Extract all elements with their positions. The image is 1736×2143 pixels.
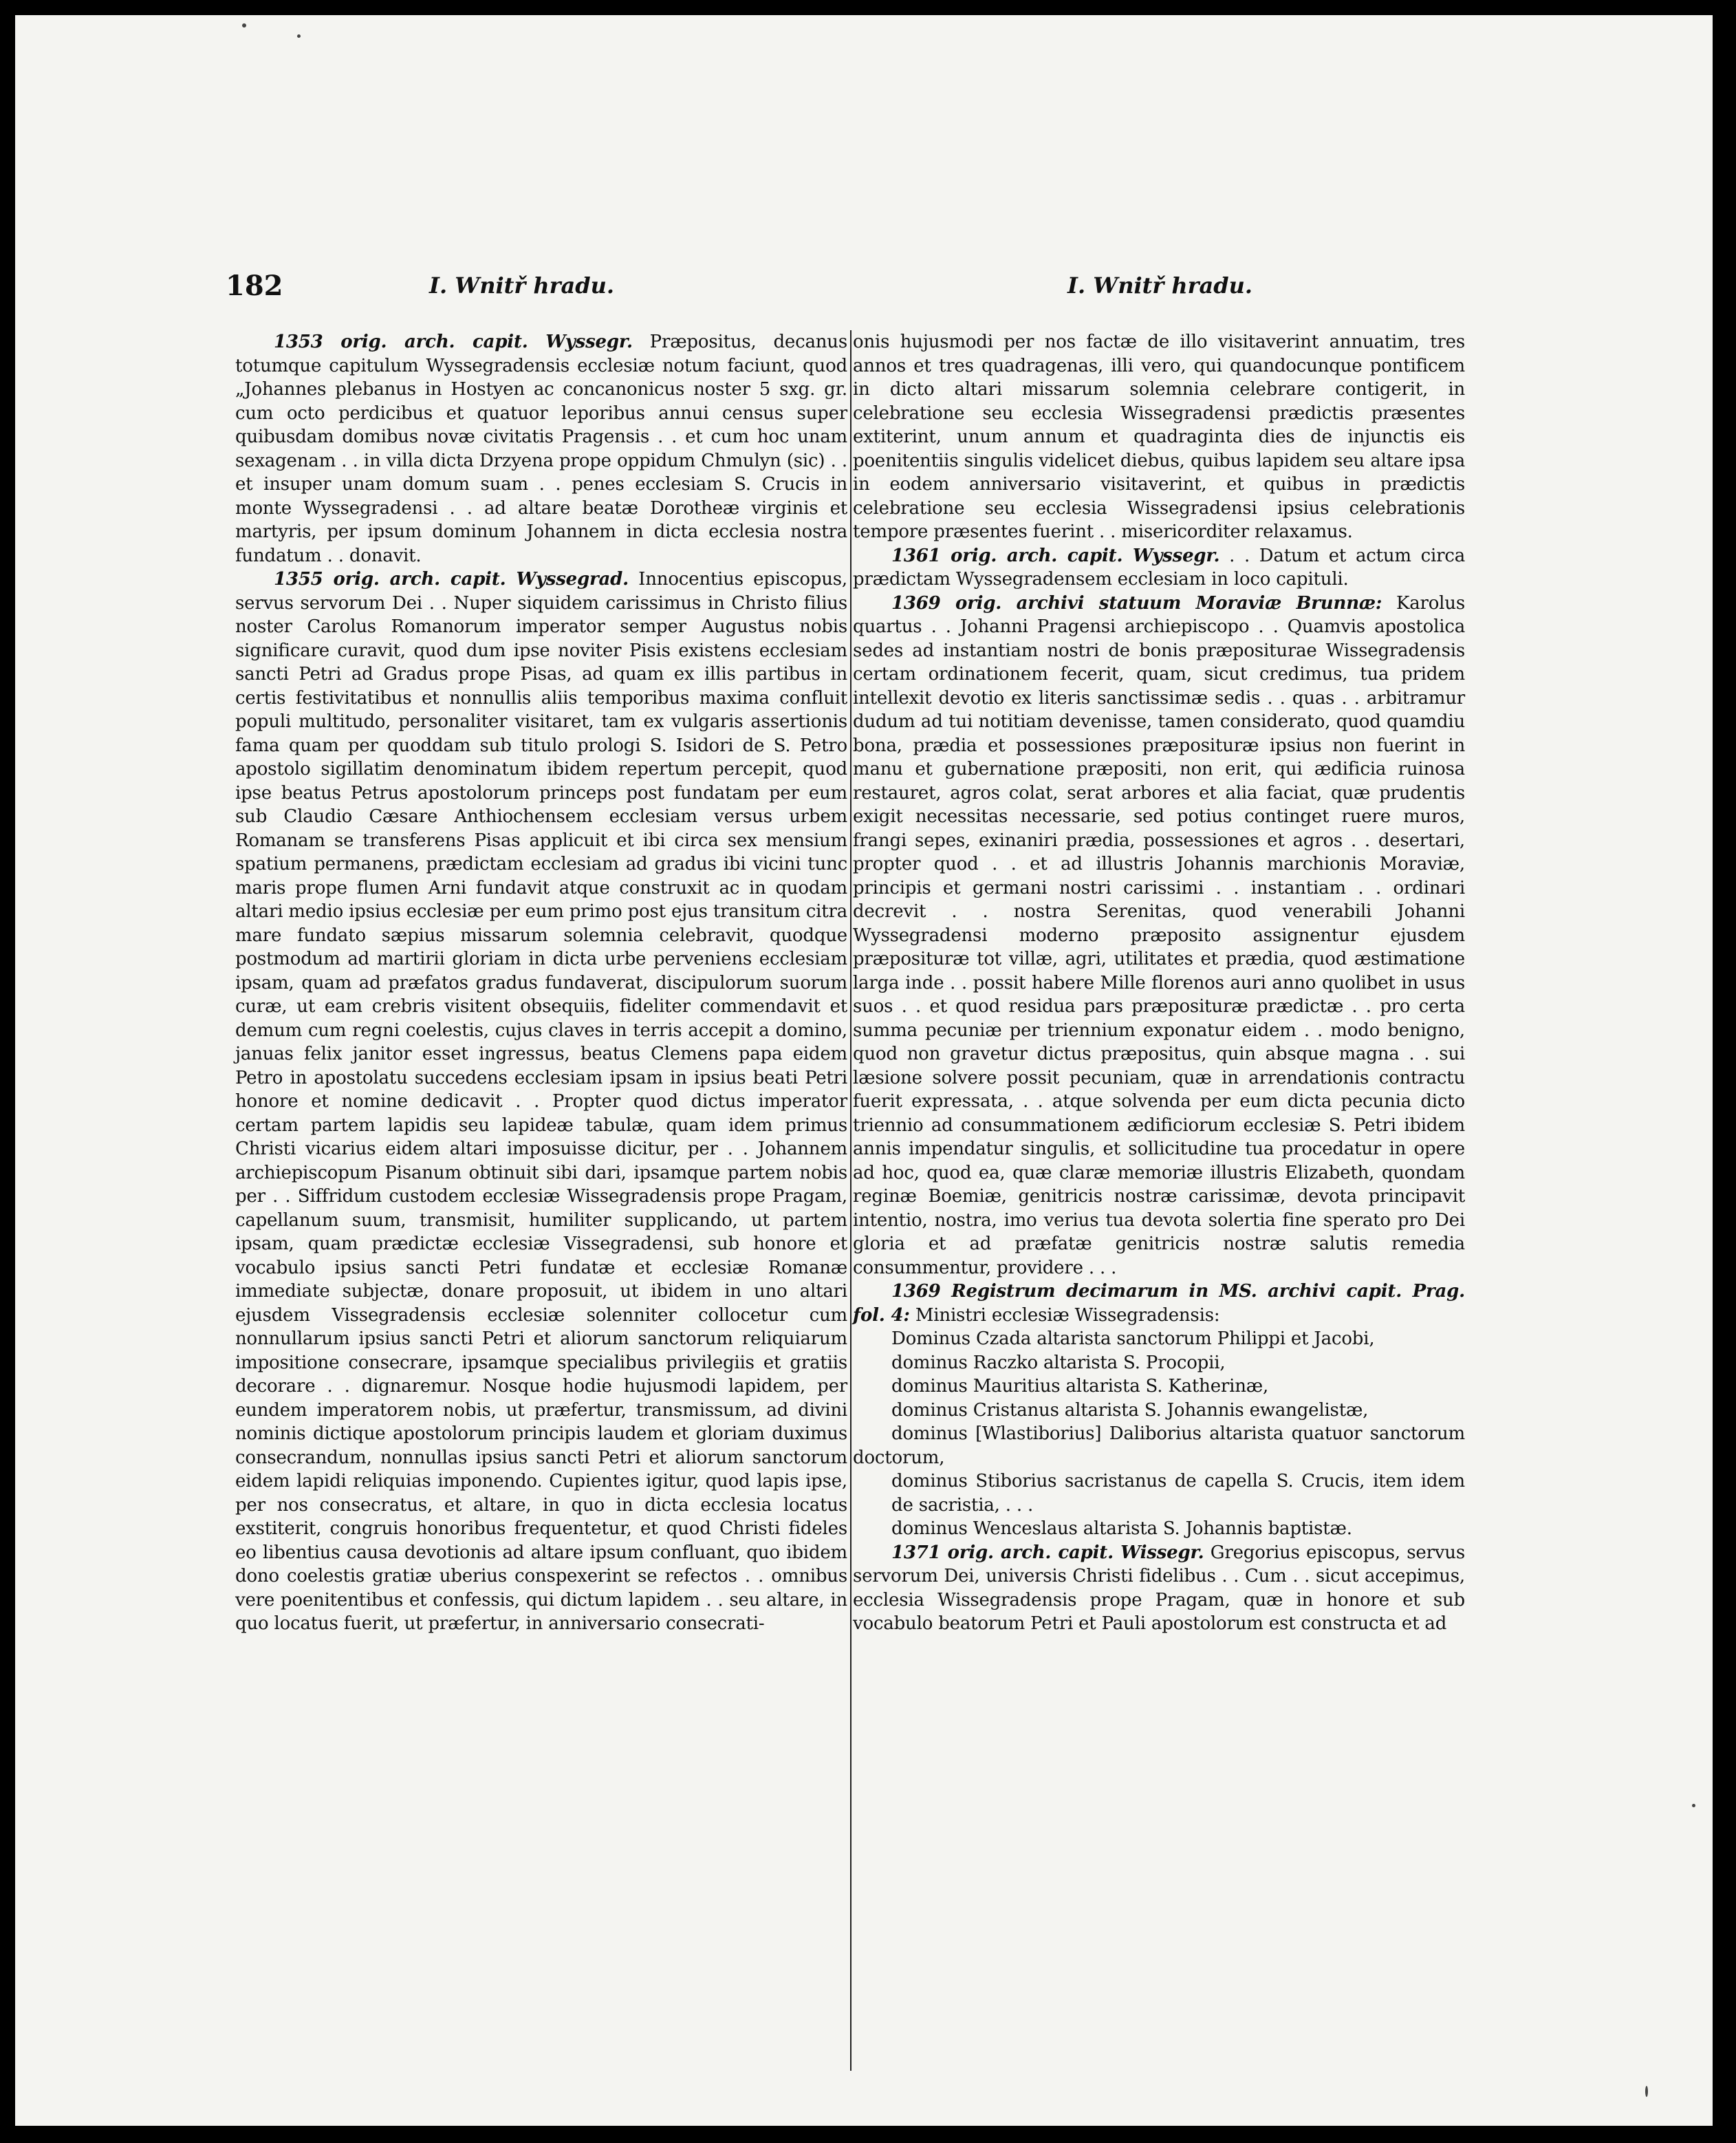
entry-reference: 1371 orig. arch. capit. Wissegr. (891, 1542, 1204, 1563)
scan-speck (1692, 1804, 1695, 1807)
entry-1353 (235, 330, 847, 568)
minister-item: dominus Stiborius sacristanus de capella S. Crucis, item idem de sacristia, . . . (891, 1471, 1465, 1516)
page-header (15, 270, 1713, 311)
entry-text: Præpositus, decanus totumque capitulum Wyssegradensis ecclesiæ notum faciunt, quod „Johannes plebanus in Hostyen ac concanonicus noster 5 sxg. gr. cum octo perdicibus et quatuor leporibus annui census super quibusdam domibus novæ civitatis Pragensis . . et cum hoc unam sexagenam . . in villa dicta Drzyena prope oppidum Chmulyn (sic) . . et insuper unam domum suam . . penes ecclesiam S. Crucis in monte Wyssegradensi . . ad altare beatæ Dorotheæ virginis et martyris, per ipsum dominum Johannem in dicta ecclesia nostra fundatum . . donavit. (235, 332, 847, 566)
entry-1371 (853, 1541, 1465, 1636)
entry-1369-moravia (853, 592, 1465, 1280)
scan-speck (1645, 2086, 1648, 2097)
minister-item: dominus [Wlastiborius] Daliborius altarista quatuor sanctorum doctorum, (853, 1423, 1465, 1468)
page-number: 182 (226, 270, 283, 302)
document-page (15, 15, 1713, 2126)
entry-reference: 1353 orig. arch. capit. Wyssegr. (274, 332, 633, 352)
running-head-right: I. Wnitř hradu. (1067, 272, 1253, 299)
minister-item: Dominus Czada altarista sanctorum Philippi et Jacobi, (891, 1328, 1375, 1349)
entry-text: Innocentius episcopus, servus servorum Dei . . Nuper siquidem carissimus in Christo filius noster Carolus Romanorum imperator semper Augustus nobis significare curavit, quod dum ipse noviter Pisis existens ecclesiam sancti Petri ad Gradus prope Pisas, ad quam ex illis partibus in certis festivitatibus et nonnullis aliis temporibus maxima confluit populi multitudo, personaliter visitaret, tam ex vulgaris assertionis fama quam per quoddam sub titulo prologi S. Isidori de S. Petro apostolo sigillatim denominatum ibidem repertum percepit, quod ipse beatus Petrus apostolorum princeps post fundatam per eum sub Claudio Cæsare Anthiochensem ecclesiam versus urbem Romanam se transferens Pisas applicuit et ibi circa sex mensium spatium permanens, prædictam ecclesiam ad gradus ibi vicini tunc maris prope flumen Arni fundavit atque construxit ac in quodam altari medio ipsius ecclesiæ per eum primo post ejus transitum citra mare fundato sæpius missarum solemnia celebravit, quodque postmodum ad martirii gloriam in dicta urbe perveniens ecclesiam ipsam, quam ad præfatos gradus fundaverat, discipulorum suorum curæ, ut eam crebris visitent obsequiis, fideliter commendavit et demum cum regni coelestis, cujus claves in terris accepit a domino, januas felix janitor esset ingressus, beatus Clemens papa eidem Petro in apostolatu succedens ecclesiam ipsam in ipsius beati Petri honore et nomine dedicavit . . Propter quod dictus imperator certam partem lapidis seu lapideæ tabulæ, quam idem primus Christi vicarius eidem altari imposuisse dicitur, per . . Johannem archiepiscopum Pisanum obtinuit sibi dari, ipsamque partem nobis per . . Siffridum custodem ecclesiæ Wissegradensis prope Pragam, capellanum suum, transmisit, humiliter supplicando, ut partem ipsam, quam prædictæ ecclesiæ Vissegradensi, sub honore et vocabulo ipsius sancti Petri fundatæ et ecclesiæ Romanæ immediate subjectæ, donare proposuit, ut ibidem in uno altari ejusdem Vissegradensis ecclesiæ solenniter collocetur cum nonnullarum ipsius sancti Petri et aliorum sanctorum reliquiarum impositione consecrare, ipsamque specialibus privilegiis et gratiis decorare . . dignaremur. Nosque hodie hujusmodi lapidem, per eundem imperatorem nobis, ut præfertur, transmissum, ad divini nominis dictique apostolorum principis laudem et gloriam duximus consecrandum, nonnullas ipsius sancti Petri et aliorum sanctorum eidem lapidi reliquias imponendo. Cupientes igitur, quod lapis ipse, per nos consecratus, et altare, in quo in dicta ecclesia locatus exstiterit, congruis honoribus frequentetur, et quod Christi fideles eo libentius causa devotionis ad altare ipsum confluant, quo ibidem dono coelestis gratiæ uberius conspexerint se refectos . . omnibus vere poenitentibus et confessis, qui dictum lapidem . . seu altare, in quo locatus fuerit, ut præfertur, in anniversario consecrati- (235, 569, 847, 1634)
entry-reference: 1355 orig. arch. capit. Wyssegrad. (274, 569, 629, 590)
entry-1355 (235, 568, 847, 1636)
entry-reference: 1369 Registrum decimarum in MS. archivi capit. Prag. fol. 4: (853, 1281, 1465, 1326)
entry-text: Karolus quartus . . Johanni Pragensi archiepiscopo . . Quamvis apostolica sedes ad instantiam nostri de bonis præpositurae Wissegradensis certam ordinationem fecerit, quam, sicut credimus, tua pridem intellexit devotio ex literis sanctissimæ sedis . . quas . . arbitramur dudum ad tui notitiam devenisse, tamen considerato, quod quamdiu bona, prædia et possessiones præposituræ ipsius non fuerint in manu et gubernatione præpositi, non erit, qui ædificia ruinosa restauret, agros colat, serat arbores et alia faciat, quæ prudentis exigit necessitas necessarie, sed potius continget ruere muros, frangi sepes, exinaniri prædia, possessiones et agros . . desertari, propter quod . . et ad illustris Johannis marchionis Moraviæ, principis et germani nostri carissimi . . instantiam . . ordinari decrevit . . nostra Serenitas, quod venerabili Johanni Wyssegradensi moderno præposito assignentur ejusdem præposituræ tot villæ, agri, utilitates et prædia, quod æstimatione larga inde . . possit habere Mille florenos auri anno quolibet in usus suos . . et quod residua pars præposituræ prædictæ . . pro certa summa pecuniæ per triennium exponatur eidem . . modo benigno, quod non gravetur dictus præpositus, quin absque magna . . sui læsione solvere possit pecuniam, quæ in arrendationis contractu fuerit expressata, . . atque solvenda per eum dicta pecunia dicto triennio ad consummationem ædificiorum ecclesiæ S. Petri ibidem annis impendatur singulis, et sollicitudine tua procedatur in opere ad hoc, quod ea, quæ claræ memoriæ illustris Elizabeth, quondam reginæ Boemiæ, genitricis nostræ carissimæ, devota principavit intentio, nostra, imo verius tua devota solertia fine sperato pro Dei gloria et ad præfatæ genitricis nostræ salutis remedia consummentur, providere . . . (853, 592, 1465, 1278)
entry-text: Ministri ecclesiæ Wissegradensis: (909, 1304, 1220, 1326)
entry-1361 (853, 544, 1465, 592)
continued-text: onis hujusmodi per nos factæ de illo visitaverint annuatim, tres annos et tres quadragenas, illi vero, qui quandocunque pontificem in dicto altari missarum solemnia celebrare contigerit, in celebratione seu ecclesia Wissegradensi prædictis præsentes extiterint, unum annum et quadraginta dies de injunctis eis poenitentiis singulis videlicet diebus, quibus lapidem seu altare ipsa in eodem anniversario visitaverint, et quibus in prædictis celebratione seu ecclesia Wissegradensi ipsius celebrationis tempore præsentes fuerint . . misericorditer relaxamus. (853, 332, 1465, 542)
minister-item: dominus Cristanus altarista S. Johannis ewangelistæ, (891, 1399, 1369, 1421)
entry-text: . . Datum et actum circa prædictam Wyssegradensem ecclesiam in loco capituli. (853, 545, 1465, 590)
minister-item: dominus Wenceslaus altarista S. Johannis baptistæ. (891, 1518, 1352, 1539)
running-head-left: I. Wnitř hradu. (429, 272, 615, 299)
scan-speck (297, 34, 301, 38)
scan-speck (242, 23, 246, 28)
entry-reference: 1361 orig. arch. capit. Wyssegr. (891, 545, 1220, 566)
minister-item: dominus Raczko altarista S. Procopii, (891, 1352, 1226, 1373)
entry-reference: 1369 orig. archivi statuum Moraviæ Brunnæ: (891, 592, 1382, 614)
entry-text: Gregorius episcopus, servus servorum Dei, universis Christi fidelibus . . Cum . . sicut accepimus, ecclesia Wissegradensis prope Pragam, quæ in honore et sub vocabulo beatorum Petri et Pauli apostolorum est constructa et ad (853, 1542, 1465, 1634)
entry-1369-registrum (853, 1280, 1465, 1327)
right-column (853, 330, 1465, 1636)
left-column (235, 330, 847, 1636)
minister-item: dominus Mauritius altarista S. Katherinæ, (891, 1376, 1269, 1397)
column-divider (850, 330, 851, 2071)
